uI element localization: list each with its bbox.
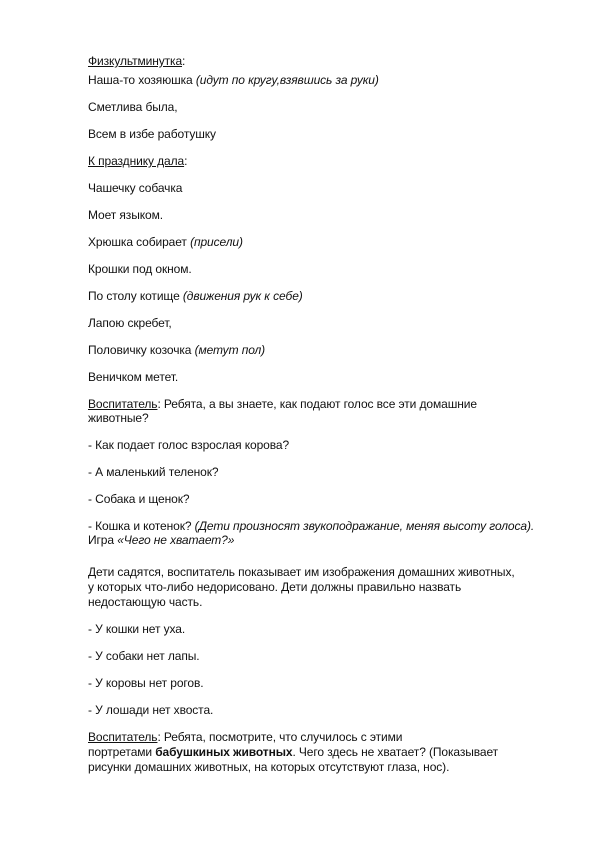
question-4 xyxy=(88,519,534,533)
final-paragraph-rest: . Чего здесь не хватает? (Показывает xyxy=(292,745,499,759)
fizminutka-heading xyxy=(88,54,185,68)
poem-line-4-colon: : xyxy=(184,154,188,168)
question-4-text: - Кошка и котенок? xyxy=(88,519,195,533)
poem-line-7-text: Хрюшка собирает xyxy=(88,235,191,249)
poem-line-1 xyxy=(88,73,379,87)
question-2: - А маленький теленок? xyxy=(88,465,219,479)
final-paragraph-text-1: : Ребята, посмотрите, что случилось с этими xyxy=(157,730,403,744)
poem-line-12: Веничком метет. xyxy=(88,370,179,384)
final-paragraph-line-3: рисунки домашних животных, на которых отсутствуют глаза, нос). xyxy=(88,760,450,774)
game-description-line-1: Дети садятся, воспитатель показывает им изображения домашних животных, xyxy=(88,565,515,579)
final-paragraph-bold: бабушкиных животных xyxy=(155,745,293,759)
poem-line-6: Моет языком. xyxy=(88,208,163,222)
poem-line-9 xyxy=(88,289,303,303)
question-3: - Собака и щенок? xyxy=(88,492,190,506)
poem-line-10: Лапою скребет, xyxy=(88,316,172,330)
question-intro-line-2: животные? xyxy=(88,411,149,425)
poem-line-5: Чашечку собачка xyxy=(88,181,183,195)
answer-3: - У коровы нет рогов. xyxy=(88,676,204,690)
poem-line-11-note: (метут пол) xyxy=(194,343,266,357)
poem-line-3: Всем в избе работушку xyxy=(88,127,216,141)
teacher-label-2: Воспитатель xyxy=(88,730,158,744)
game-title-line xyxy=(88,533,234,547)
poem-line-1-text: Наша-то хозяюшка xyxy=(88,73,196,87)
poem-line-11-text: Половичку козочка xyxy=(88,343,195,357)
game-description-line-2: у которых что-либо недорисовано. Дети должны правильно назвать xyxy=(88,580,462,594)
poem-line-4-text: К празднику дала xyxy=(88,154,185,168)
final-paragraph-prefix: портретами xyxy=(88,745,156,759)
poem-line-9-note: (движения рук к себе) xyxy=(182,289,303,303)
poem-line-8: Крошки под окном. xyxy=(88,262,192,276)
poem-line-9-text: По столу котище xyxy=(88,289,183,303)
game-prefix: Игра xyxy=(88,533,118,547)
poem-line-11 xyxy=(88,343,265,357)
answer-2: - У собаки нет лапы. xyxy=(88,649,200,663)
game-description-line-3: недостающую часть. xyxy=(88,595,203,609)
question-intro-line-1 xyxy=(88,397,477,411)
final-paragraph-line-1 xyxy=(88,730,402,744)
poem-line-1-note: (идут по кругу,взявшись за руки) xyxy=(195,73,379,87)
question-4-note: (Дети произносят звукоподражание, меняя высоту голоса). xyxy=(194,519,535,533)
poem-line-4 xyxy=(88,154,187,168)
answer-4: - У лошади нет хвоста. xyxy=(88,703,214,717)
poem-line-2: Сметлива была, xyxy=(88,100,178,114)
game-title: «Чего не хватает?» xyxy=(117,533,235,547)
teacher-label: Воспитатель xyxy=(88,397,158,411)
fizminutka-colon: : xyxy=(182,54,186,68)
question-1: - Как подает голос взрослая корова? xyxy=(88,438,290,452)
question-intro-text: : Ребята, а вы знаете, как подают голос все эти домашние xyxy=(157,397,477,411)
answer-1: - У кошки нет уха. xyxy=(88,622,186,636)
final-paragraph-line-2 xyxy=(88,745,498,759)
fizminutka-label: Физкультминутка xyxy=(88,54,183,68)
poem-line-7-note: (присели) xyxy=(190,235,243,249)
poem-line-7 xyxy=(88,235,243,249)
